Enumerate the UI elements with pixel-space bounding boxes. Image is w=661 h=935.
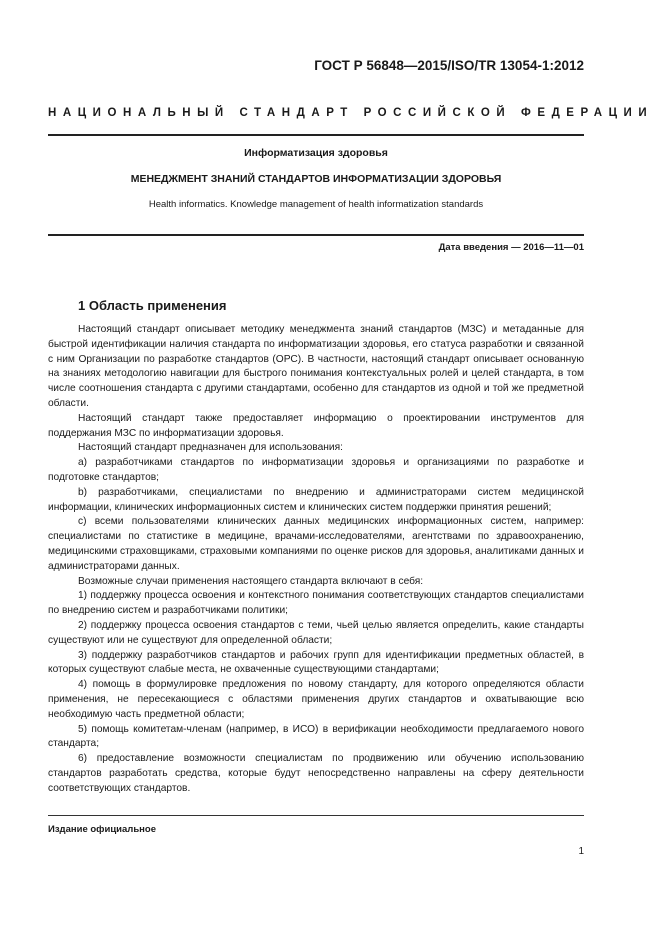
section-heading: 1 Область применения [78,298,227,313]
document-topic: Информатизация здоровья [244,147,388,159]
list-item: 6) предоставление возможности специалистам по продвижению или обучению использованию стандартов разработать средства, которые будут непосредственно направлены на сферу деятельности соответствующих стандартов. [48,753,584,794]
paragraph: Настоящий стандарт также предоставляет информацию о проектировании инструментов для поддержания МЗС по информатизации здоровья. [48,412,584,439]
document-title: МЕНЕДЖМЕНТ ЗНАНИЙ СТАНДАРТОВ ИНФОРМАТИЗАЦИИ ЗДОРОВЬЯ [130,173,502,185]
list-item: 3) поддержку разработчиков стандартов и рабочих групп для идентификации предметных областей, в которых существуют слабые места, не охваченные существующими стандартами; [48,649,584,676]
document-title-english: Health informatics. Knowledge management of health informatization standards [148,199,484,210]
list-item: 1) поддержку процесса освоения и контекстного понимания соответствующих стандартов специалистами по внедрению систем и разработчиками политики; [48,590,584,617]
title-divider [48,234,584,236]
list-item: 2) поддержку процесса освоения стандартов с теми, чьей целью является определить, какие стандарты существуют или не существуют для определенной области; [48,619,584,646]
paragraph: Настоящий стандарт описывает методику менеджмента знаний стандартов (МЗС) и метаданные для быстрой идентификации наличия стандарта по информатизации здоровья, его статуса разработки и связанной с ним Организации по разработке стандартов (ОРС). В частности, настоящий стандарт описывает основанную на знаниях методологию навигации для быстрого понимания контекстуальных ролей и целей стандарта, в том числе соотношения стандарта с другими стандартами, особенно для стандартов из одной и той же предметной области. [48,324,584,409]
list-item: а) разработчиками стандартов по информатизации здоровья и организациями по разработке и подготовке стандартов; [48,457,584,483]
introduction-date: Дата введения — 2016—11—01 [438,242,584,253]
top-divider [48,134,584,136]
national-standard-banner: НАЦИОНАЛЬНЫЙ СТАНДАРТ РОССИЙСКОЙ ФЕДЕРАЦИИ [48,107,654,119]
list-item: 5) помощь комитетам-членам (например, в ИСО) в верификации необходимости предлагаемого нового стандарта; [48,723,584,750]
official-edition-label: Издание официальное [48,824,156,835]
list-item: 4) помощь в формулировке предложения по новому стандарту, для которого определяются области применения, не пересекающиеся с областями применения других стандартов и охватывающие всю необходимую часть предметной области; [48,679,584,720]
section-body [48,323,584,797]
page-number: 1 [578,846,584,857]
paragraph: Возможные случаи применения настоящего стандарта включают в себя: [78,575,424,587]
paragraph: Настоящий стандарт предназначен для использования: [78,442,343,454]
gost-identifier: ГОСТ Р 56848—2015/ISO/TR 13054-1:2012 [314,58,584,73]
list-item: c) всеми пользователями клинических данных медицинских информационных систем, например: специалистами по статистике в медицине, врачами-исследователями, агентствами по здравоохранению, медицинскими страховщиками, страховыми компаниями по оценке рисков для здоровья, аналитиками данных и администраторами данных. [48,516,584,572]
list-item: b) разработчиками, специалистами по внедрению и администраторами систем медицинской информации, клинических информационных систем и клинических систем поддержки принятия решений; [48,486,584,513]
footer-divider [48,815,584,816]
